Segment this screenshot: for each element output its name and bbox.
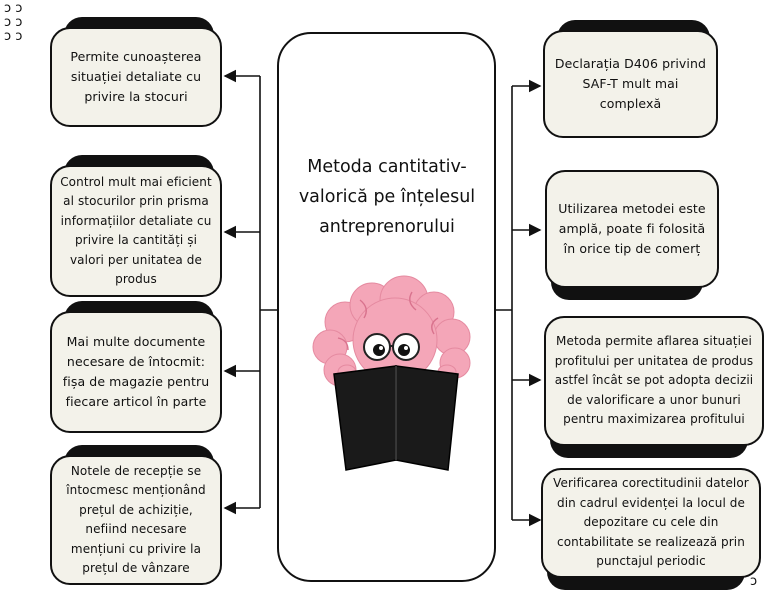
left-item-1 — [50, 27, 222, 127]
right-item-1 — [543, 30, 718, 138]
left-item-2-text: Control mult mai eficient al stocurilor prin prisma informațiilor detaliate cu privire la cantități și valori per unitatea de produs — [60, 174, 212, 286]
left-item-1-text: Permite cunoașterea situației detaliate cu privire la stocuri — [70, 49, 202, 104]
central-topic-title: Metoda cantitativ-valorică pe înțelesul antreprenorului — [298, 157, 476, 237]
right-item-3 — [544, 316, 764, 446]
decorative-squiggle-top-left: ↄ ↄ ↄ ↄ ↄ ↄ — [4, 1, 23, 44]
right-item-3-text: Metoda permite aflarea situației profitului per unitatea de produs astfel încât se pot adopta decizii de valorificare a unor bunuri pentru maximizarea profitului — [554, 334, 754, 427]
left-item-2 — [50, 165, 222, 297]
left-item-4 — [50, 455, 222, 585]
left-item-3 — [50, 311, 222, 433]
decorative-squiggle-bottom-right: ↄ — [750, 574, 758, 589]
right-item-2-text: Utilizarea metodei este amplă, poate fi folosită în orice tip de comerț — [558, 201, 706, 256]
right-item-2 — [545, 170, 719, 288]
left-item-4-text: Notele de recepție se întocmesc menționând prețul de achiziție, nefiind necesare mențiuni cu privire la prețul de vânzare — [66, 463, 206, 575]
right-item-4 — [541, 468, 761, 578]
right-item-4-text: Verificarea corectitudinii datelor din cadrul evidenței la locul de depozitare cu cele din contabilitate se realizează prin punctajul periodic — [553, 476, 749, 569]
right-item-1-text: Declarația D406 privind SAF-T mult mai complexă — [554, 56, 707, 111]
left-item-3-text: Mai multe documente necesare de întocmit: fișa de magazie pentru fiecare articol în parte — [62, 334, 210, 409]
